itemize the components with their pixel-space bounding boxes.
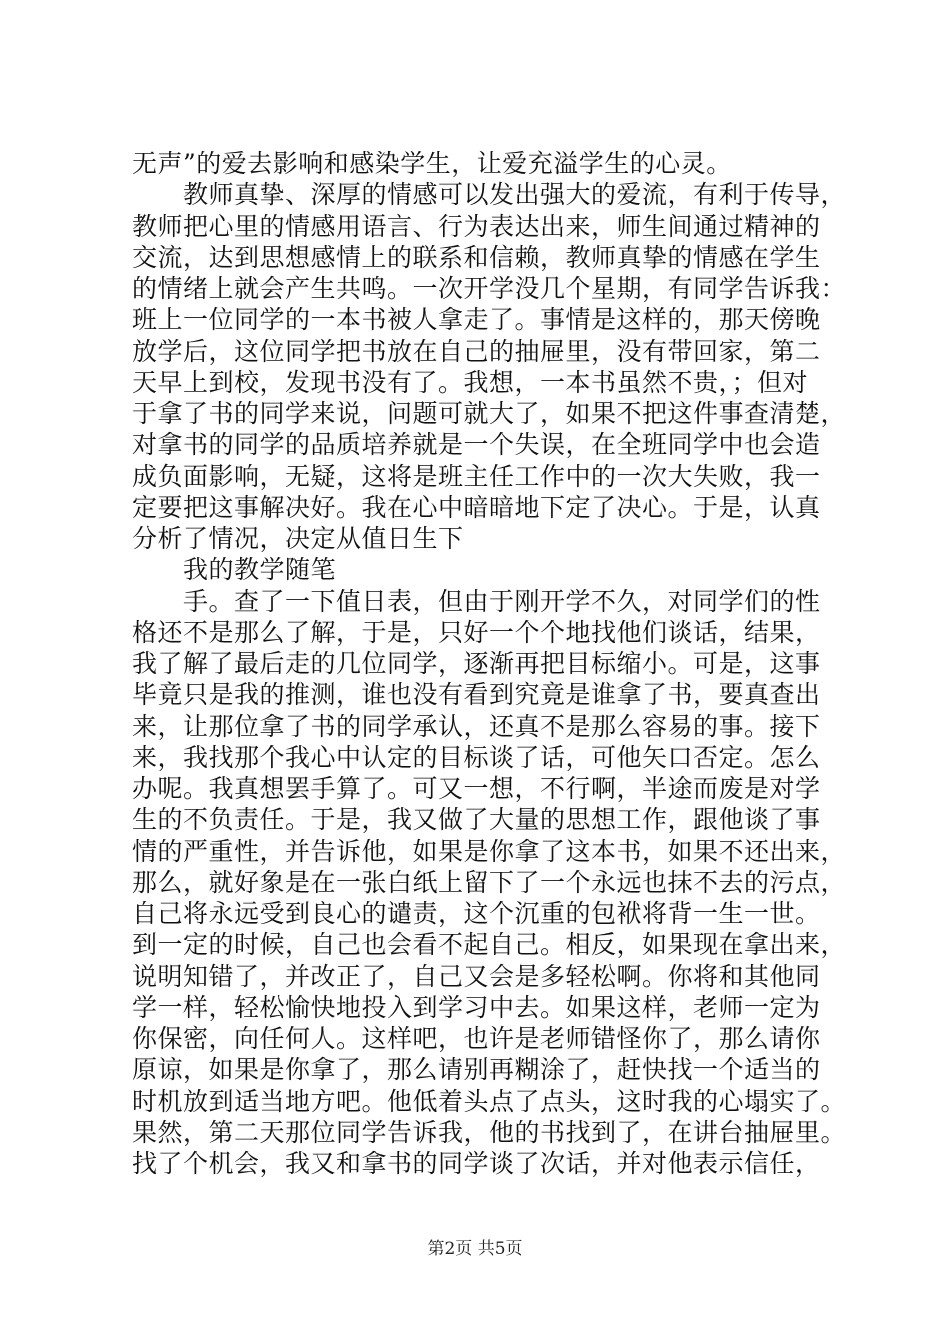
page-number-footer: 第2页 共5页: [427, 1239, 523, 1259]
text-line: 成负面影响，无疑，这将是班主任工作中的一次大失败，我一: [132, 461, 821, 491]
text-line: 班上一位同学的一本书被人拿走了。事情是这样的，那天傍晚: [132, 305, 821, 335]
text-line: 交流，达到思想感情上的联系和信赖，教师真挚的情感在学生: [132, 242, 821, 272]
text-line: 定要把这事解决好。我在心中暗暗地下定了决心。于是，认真: [132, 492, 821, 522]
text-line: 来，让那位拿了书的同学承认，还真不是那么容易的事。接下: [132, 711, 821, 741]
text-line: 无声”的爱去影响和感染学生，让爱充溢学生的心灵。: [132, 149, 732, 178]
text-line: 来，我找那个我心中认定的目标谈了话，可他矢口否定。怎么: [132, 742, 821, 772]
text-line: 对拿书的同学的品质培养就是一个失误，在全班同学中也会造: [132, 430, 821, 460]
text-line: 教师把心里的情感用语言、行为表达出来，师生间通过精神的: [132, 211, 821, 241]
text-line: 毕竟只是我的推测，谁也没有看到究竟是谁拿了书，要真查出: [132, 680, 821, 710]
text-line: 找了个机会，我又和拿书的同学谈了次话，并对他表示信任，: [132, 1149, 821, 1178]
text-line: 放学后，这位同学把书放在自己的抽屉里，没有带回家，第二: [132, 336, 821, 366]
text-line: 天早上到校，发现书没有了。我想，一本书虽然不贵，；但对: [132, 367, 809, 397]
text-line: 我了解了最后走的几位同学，逐渐再把目标缩小。可是，这事: [132, 649, 821, 678]
text-line: 格还不是那么了解，于是，只好一个个地找他们谈话，结果，: [132, 617, 821, 647]
text-line: 分析了情况，决定从值日生下: [132, 524, 464, 553]
text-line: 生的不负责任。于是，我又做了大量的思想工作，跟他谈了事: [132, 805, 821, 835]
section-heading: 我的教学随笔: [132, 555, 337, 585]
text-line: 的情绪上就会产生共鸣。一次开学没几个星期，有同学告诉我：: [132, 274, 847, 303]
text-line: 原谅，如果是你拿了，那么请别再糊涂了，赶快找一个适当的: [132, 1055, 821, 1085]
text-line: 你保密，向任何人。这样吧，也许是老师错怪你了，那么请你: [132, 1024, 821, 1053]
text-line: 学一样，轻松愉快地投入到学习中去。如果这样，老师一定为: [132, 992, 821, 1022]
text-line: 办呢。我真想罢手算了。可又一想，不行啊，半途而废是对学: [132, 774, 821, 803]
text-line: 于拿了书的同学来说，问题可就大了，如果不把这件事查清楚，: [132, 399, 847, 428]
text-line: 手。查了一下值日表，但由于刚开学不久，对同学们的性: [132, 586, 821, 616]
text-line: 情的严重性，并告诉他，如果是你拿了这本书，如果不还出来，: [132, 836, 847, 866]
text-line: 说明知错了，并改正了，自己又会是多轻松啊。你将和其他同: [132, 961, 821, 991]
text-line: 到一定的时候，自己也会看不起自己。相反，如果现在拿出来，: [132, 930, 847, 960]
text-line: 时机放到适当地方吧。他低着头点了点头，这时我的心塌实了。: [132, 1086, 847, 1116]
text-line: 教师真挚、深厚的情感可以发出强大的爱流，有利于传导，: [132, 180, 847, 210]
body-text: [132, 148, 847, 1179]
text-line: 那么，就好象是在一张白纸上留下了一个永远也抹不去的污点，: [132, 867, 847, 897]
text-line: 自己将永远受到良心的谴责，这个沉重的包袱将背一生一世。: [132, 899, 821, 928]
text-line: 果然，第二天那位同学告诉我，他的书找到了，在讲台抽屉里。: [132, 1117, 847, 1147]
